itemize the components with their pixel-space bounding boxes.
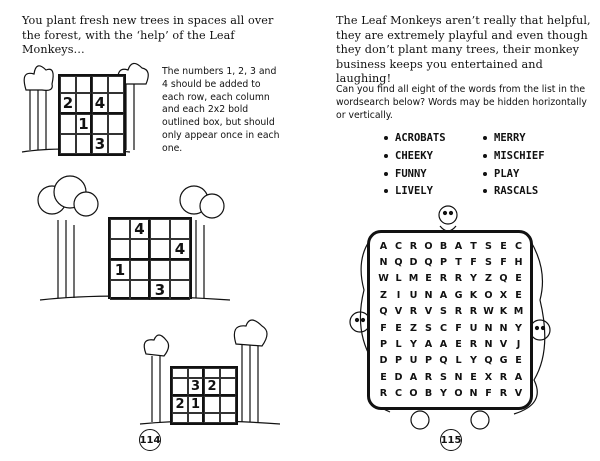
wordsearch-letter[interactable]: J: [516, 339, 521, 351]
wordsearch-letter[interactable]: V: [394, 306, 403, 318]
wordsearch-letter[interactable]: C: [394, 240, 403, 252]
wordsearch-letter[interactable]: W: [378, 273, 389, 285]
wordsearch-letter[interactable]: E: [455, 339, 462, 351]
sudoku-cell[interactable]: [204, 413, 220, 423]
wordsearch-letter[interactable]: R: [454, 273, 463, 285]
wordsearch-letter[interactable]: R: [424, 371, 433, 383]
wordsearch-letter[interactable]: Z: [485, 273, 492, 285]
wordsearch-letter[interactable]: S: [485, 240, 492, 252]
wordsearch-letter[interactable]: I: [396, 289, 401, 301]
wordsearch-letter[interactable]: X: [499, 289, 508, 301]
word-list-item: [483, 132, 545, 145]
wordsearch-letter[interactable]: R: [379, 388, 388, 400]
sudoku-cell[interactable]: [110, 219, 130, 239]
wordsearch-letter[interactable]: V: [499, 339, 508, 351]
wordsearch-letter[interactable]: Q: [379, 306, 388, 318]
sudoku-cell[interactable]: [60, 134, 76, 154]
word-label: PLAY: [494, 167, 520, 180]
wordsearch-letter[interactable]: Q: [424, 257, 433, 269]
wordsearch-letter[interactable]: L: [455, 355, 462, 367]
wordsearch-letter[interactable]: P: [424, 355, 433, 367]
bullet-icon: [384, 154, 388, 158]
sudoku-cell[interactable]: 3: [188, 378, 204, 396]
wordsearch-letter[interactable]: F: [455, 322, 462, 334]
wordsearch-letter[interactable]: T: [470, 240, 477, 252]
word-label: RASCALS: [494, 185, 539, 198]
sudoku-grid-3[interactable]: [170, 366, 238, 425]
sudoku-cell[interactable]: [204, 396, 220, 413]
bullet-icon: [483, 189, 487, 193]
sudoku-cell[interactable]: 2: [60, 93, 76, 114]
wordsearch-letter[interactable]: L: [395, 273, 402, 285]
sudoku-grid-2[interactable]: [108, 217, 192, 299]
wordsearch-letter[interactable]: F: [500, 257, 507, 269]
word-list-col-1: [384, 132, 446, 203]
wordsearch-letter[interactable]: S: [440, 371, 447, 383]
wordsearch-letter[interactable]: A: [379, 240, 388, 252]
sudoku-cell[interactable]: 1: [188, 396, 204, 413]
word-label: LIVELY: [395, 185, 433, 198]
sudoku-cell[interactable]: 4: [92, 93, 108, 114]
sudoku-instructions: The numbers 1, 2, 3 and 4 should be added to each row, each column and each 2x2 bold outlined box, but should only appear once in each one.: [162, 66, 280, 154]
sudoku-cell[interactable]: 3: [150, 280, 170, 300]
sudoku-cell[interactable]: [108, 114, 124, 134]
sudoku-cell[interactable]: 2: [172, 396, 188, 413]
word-list-item: [384, 150, 446, 163]
wordsearch-letter[interactable]: V: [424, 306, 433, 318]
sudoku-cell[interactable]: 1: [110, 260, 130, 280]
sudoku-cell[interactable]: [220, 396, 236, 413]
wordsearch-letter[interactable]: S: [440, 306, 447, 318]
sudoku-cell[interactable]: [108, 134, 124, 154]
wordsearch-letter[interactable]: N: [484, 322, 493, 334]
wordsearch-letter[interactable]: P: [439, 257, 448, 269]
wordsearch-letter[interactable]: G: [499, 355, 508, 367]
sudoku-cell[interactable]: [170, 280, 190, 300]
wordsearch-letter[interactable]: C: [439, 322, 448, 334]
bullet-icon: [483, 172, 487, 176]
sudoku-cell[interactable]: [108, 76, 124, 93]
wordsearch-letter[interactable]: O: [484, 289, 493, 301]
sudoku-cell[interactable]: 1: [76, 114, 92, 134]
sudoku-cell[interactable]: [170, 219, 190, 239]
wordsearch-letter[interactable]: E: [380, 371, 387, 383]
word-list-item: [483, 150, 545, 163]
wordsearch-letter[interactable]: N: [469, 388, 478, 400]
wordsearch-letter[interactable]: E: [470, 371, 477, 383]
bullet-icon: [384, 172, 388, 176]
wordsearch-letter[interactable]: O: [409, 388, 418, 400]
bullet-icon: [483, 154, 487, 158]
wordsearch-letter[interactable]: C: [394, 388, 403, 400]
sudoku-cell[interactable]: [150, 260, 170, 280]
wordsearch-letter[interactable]: G: [454, 289, 463, 301]
wordsearch-letter[interactable]: E: [515, 289, 522, 301]
wordsearch-letter[interactable]: N: [484, 339, 493, 351]
bullet-icon: [384, 189, 388, 193]
wordsearch-letter[interactable]: A: [439, 339, 448, 351]
sudoku-grid-1[interactable]: [58, 74, 126, 156]
sudoku-cell[interactable]: [76, 134, 92, 154]
wordsearch-letter[interactable]: B: [439, 240, 448, 252]
wordsearch-letter[interactable]: Q: [484, 355, 493, 367]
wordsearch-letter[interactable]: Y: [410, 339, 417, 351]
wordsearch-letter[interactable]: F: [470, 257, 477, 269]
wordsearch-letter[interactable]: A: [439, 289, 448, 301]
wordsearch-letter[interactable]: K: [469, 289, 478, 301]
sudoku-cell[interactable]: [110, 239, 130, 260]
word-label: MERRY: [494, 132, 526, 144]
sudoku-cell[interactable]: [150, 239, 170, 260]
sudoku-cell[interactable]: [92, 76, 108, 93]
wordsearch-letter[interactable]: R: [499, 371, 508, 383]
wordsearch-letter[interactable]: Q: [439, 355, 448, 367]
left-intro-text: You plant fresh new trees in spaces all over the forest, with the ‘help’ of the Leaf Monkeys…: [22, 14, 274, 56]
wordsearch-letter[interactable]: L: [395, 339, 402, 351]
sudoku-cell[interactable]: [188, 368, 204, 378]
sudoku-cell[interactable]: [172, 368, 188, 378]
wordsearch-letter[interactable]: A: [424, 339, 433, 351]
wordsearch-letter[interactable]: E: [515, 355, 522, 367]
sudoku-cell[interactable]: 4: [130, 219, 150, 239]
sudoku-cell[interactable]: [130, 260, 150, 280]
sudoku-cell[interactable]: [172, 413, 188, 423]
word-list-item: [384, 168, 446, 181]
right-intro-text: The Leaf Monkeys aren’t really that helpful, they are extremely playful and even though they don’t plant many trees, their monkey business keeps you entertained and laughing!: [336, 14, 591, 85]
wordsearch-letter[interactable]: Y: [470, 355, 477, 367]
wordsearch-letter[interactable]: A: [409, 371, 418, 383]
sudoku-cell[interactable]: 2: [204, 378, 220, 396]
wordsearch-letter[interactable]: R: [409, 240, 418, 252]
wordsearch-letter[interactable]: W: [483, 306, 494, 318]
wordsearch-letter[interactable]: N: [379, 257, 388, 269]
sudoku-cell[interactable]: [188, 413, 204, 423]
wordsearch-letter[interactable]: N: [499, 322, 508, 334]
wordsearch-grid[interactable]: [376, 238, 526, 402]
wordsearch-letter[interactable]: B: [424, 388, 433, 400]
wordsearch-letter[interactable]: U: [409, 355, 418, 367]
wordsearch-letter[interactable]: T: [455, 257, 462, 269]
sudoku-cell[interactable]: [110, 280, 130, 300]
sudoku-cell[interactable]: [76, 76, 92, 93]
sudoku-cell[interactable]: [220, 378, 236, 396]
wordsearch-letter[interactable]: D: [409, 257, 418, 269]
wordsearch-letter[interactable]: O: [424, 240, 433, 252]
wordsearch-letter[interactable]: Y: [470, 273, 477, 285]
sudoku-cell[interactable]: [220, 413, 236, 423]
wordsearch-letter[interactable]: M: [408, 273, 419, 285]
wordsearch-letter[interactable]: D: [394, 371, 403, 383]
wordsearch-letter[interactable]: S: [485, 257, 492, 269]
sudoku-cell[interactable]: [76, 93, 92, 114]
word-label: MISCHIEF: [494, 149, 545, 162]
bullet-icon: [384, 136, 388, 140]
wordsearch-letter[interactable]: M: [513, 306, 524, 318]
wordsearch-letter[interactable]: U: [469, 322, 478, 334]
word-list-item: [483, 168, 545, 181]
word-list-col-2: [483, 132, 545, 203]
page-number: 115: [440, 429, 462, 451]
wordsearch-letter[interactable]: R: [469, 339, 478, 351]
sudoku-cell[interactable]: [170, 260, 190, 280]
wordsearch-letter[interactable]: Z: [410, 322, 417, 334]
sudoku-cell[interactable]: 3: [92, 134, 108, 154]
wordsearch-letter[interactable]: E: [515, 273, 522, 285]
sudoku-cell[interactable]: [108, 93, 124, 114]
wordsearch-letter[interactable]: H: [514, 257, 523, 269]
wordsearch-letter[interactable]: C: [514, 240, 523, 252]
sudoku-cell[interactable]: [130, 239, 150, 260]
wordsearch-instructions: Can you find all eight of the words from the list in the wordsearch below? Words may be hidden horizontally or vertically.: [336, 84, 587, 121]
word-label: CHEEKY: [395, 149, 433, 162]
wordsearch-letter[interactable]: E: [500, 240, 507, 252]
wordsearch-letter[interactable]: R: [409, 306, 418, 318]
page-number: 114: [139, 429, 161, 451]
word-label: FUNNY: [395, 167, 427, 180]
wordsearch-letter[interactable]: O: [454, 388, 463, 400]
sudoku-cell[interactable]: [220, 368, 236, 378]
sudoku-cell[interactable]: [92, 114, 108, 134]
wordsearch-letter[interactable]: D: [379, 355, 388, 367]
wordsearch-letter[interactable]: R: [469, 306, 478, 318]
wordsearch-letter[interactable]: Y: [515, 322, 522, 334]
sudoku-cell[interactable]: [204, 368, 220, 378]
sudoku-cell[interactable]: [172, 378, 188, 396]
word-list-item: [483, 185, 545, 198]
wordsearch-letter[interactable]: V: [514, 388, 523, 400]
wordsearch-letter[interactable]: R: [499, 388, 508, 400]
wordsearch-letter[interactable]: E: [395, 322, 402, 334]
word-label: ACROBATS: [395, 132, 446, 144]
wordsearch-letter[interactable]: F: [485, 388, 492, 400]
word-list-item: [384, 132, 446, 145]
wordsearch-letter[interactable]: Q: [394, 257, 403, 269]
wordsearch-letter[interactable]: E: [425, 273, 432, 285]
wordsearch-letter[interactable]: A: [454, 240, 463, 252]
sudoku-cell[interactable]: [60, 114, 76, 134]
sudoku-cell[interactable]: [150, 219, 170, 239]
wordsearch-letter[interactable]: U: [409, 289, 418, 301]
sudoku-cell[interactable]: [130, 280, 150, 300]
wordsearch-letter[interactable]: Q: [499, 273, 508, 285]
sudoku-cell[interactable]: [60, 76, 76, 93]
wordsearch-letter[interactable]: N: [424, 289, 433, 301]
wordsearch-letter[interactable]: N: [454, 371, 463, 383]
wordsearch-letter[interactable]: F: [380, 322, 387, 334]
word-list-item: [384, 185, 446, 198]
wordsearch-letter[interactable]: A: [514, 371, 523, 383]
wordsearch-letter[interactable]: R: [439, 273, 448, 285]
wordsearch-letter[interactable]: R: [454, 306, 463, 318]
wordsearch-letter[interactable]: P: [379, 339, 388, 351]
wordsearch-letter[interactable]: X: [484, 371, 493, 383]
wordsearch-letter[interactable]: P: [394, 355, 403, 367]
wordsearch-letter[interactable]: S: [425, 322, 432, 334]
wordsearch-letter[interactable]: K: [499, 306, 508, 318]
sudoku-cell[interactable]: 4: [170, 239, 190, 260]
wordsearch-letter[interactable]: Y: [440, 388, 447, 400]
bullet-icon: [483, 136, 487, 140]
wordsearch-letter[interactable]: Z: [380, 289, 387, 301]
